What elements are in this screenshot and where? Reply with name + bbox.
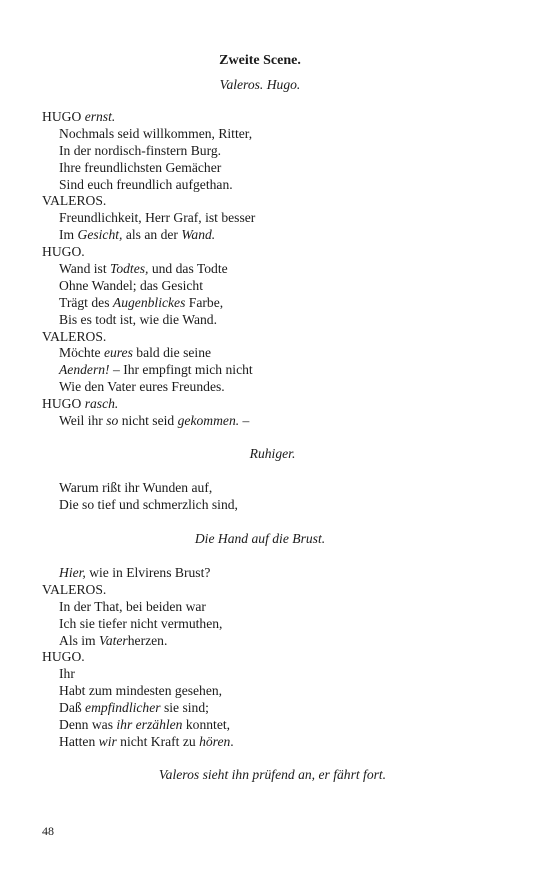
- emphasis-text: ihr erzählen: [116, 717, 183, 733]
- verse-line: [42, 126, 512, 143]
- verse-text: und das Todte: [148, 261, 228, 277]
- emphasis-text: gekommen.: [177, 413, 240, 429]
- verse-text: als an der: [122, 227, 182, 243]
- verse-text: Als im: [59, 632, 100, 648]
- verse-text: bald die seine: [132, 345, 212, 361]
- emphasis-text: wir: [98, 733, 117, 749]
- stage-direction: Valeros sieht ihn prüfend an, er fährt fort.: [158, 767, 387, 782]
- dialogue-block-1: [42, 109, 512, 430]
- verse-text: Denn was: [59, 717, 117, 733]
- stage-direction: Ruhiger.: [249, 446, 296, 461]
- dialogue-block-2: [42, 480, 512, 514]
- verse-line: [42, 362, 512, 379]
- verse-line: [42, 278, 512, 295]
- verse-line: [42, 379, 512, 396]
- verse-line: [42, 683, 512, 700]
- verse-text: – Ihr empfingt mich nicht: [109, 362, 253, 378]
- verse-line: [42, 210, 512, 227]
- speaker-name: VALEROS.: [42, 328, 107, 344]
- verse-text: .: [230, 733, 234, 749]
- verse-text: Daß: [59, 700, 86, 716]
- verse-text: –: [239, 413, 250, 429]
- speaker-line: [42, 649, 512, 666]
- verse-text: Trägt des: [59, 294, 113, 310]
- verse-line: [42, 413, 512, 430]
- verse-text: sie sind;: [160, 700, 209, 716]
- speaker-name: VALEROS.: [42, 581, 107, 597]
- verse-text: Hatten: [59, 733, 99, 749]
- verse-line: [42, 633, 512, 650]
- verse-line: [42, 565, 512, 582]
- verse-text: wie in Elvirens Brust?: [85, 565, 211, 580]
- speaker-direction: ernst.: [84, 109, 116, 124]
- emphasis-text: so: [106, 413, 119, 429]
- verse-line: [42, 599, 512, 616]
- speaker-direction: rasch.: [84, 396, 119, 412]
- verse-text: Sind euch freundlich aufgethan.: [59, 176, 233, 192]
- emphasis-text: Gesicht,: [77, 227, 123, 243]
- verse-line: [42, 177, 512, 194]
- verse-line: [42, 616, 512, 633]
- scene-title: Zweite Scene.: [219, 53, 301, 68]
- verse-line: [42, 261, 512, 278]
- verse-line: [42, 295, 512, 312]
- verse-text: Warum rißt ihr Wunden auf,: [59, 480, 213, 495]
- verse-line: [42, 143, 512, 160]
- verse-line: [42, 666, 512, 683]
- speaker-name: HUGO: [42, 109, 82, 124]
- speaker-line: [42, 329, 512, 346]
- verse-text: Habt zum mindesten gesehen,: [59, 683, 223, 699]
- emphasis-text: empfindlicher: [85, 700, 161, 716]
- verse-text: nicht Kraft zu: [116, 733, 200, 749]
- emphasis-text: Hier,: [59, 565, 86, 580]
- speaker-name: HUGO.: [42, 649, 85, 665]
- speaker-name: HUGO.: [42, 244, 85, 260]
- speaker-line: [42, 109, 512, 126]
- verse-line: [42, 480, 512, 497]
- verse-text: Wie den Vater eures Freundes.: [59, 379, 225, 395]
- speaker-name: VALEROS.: [42, 193, 107, 209]
- verse-text: Ich sie tiefer nicht vermuthen,: [59, 615, 223, 631]
- verse-text: Wand ist: [59, 261, 111, 277]
- emphasis-text: Vater: [99, 632, 128, 648]
- speaker-line: [42, 396, 512, 413]
- verse-line: [42, 227, 512, 244]
- verse-text: Ohne Wandel; das Gesicht: [59, 277, 203, 293]
- verse-text: Nochmals seid willkommen, Ritter,: [59, 125, 253, 141]
- emphasis-text: Todtes,: [110, 261, 149, 277]
- verse-line: [42, 345, 512, 362]
- page-number: 48: [42, 824, 54, 838]
- verse-line: [42, 734, 512, 751]
- speaker-name: HUGO: [42, 396, 82, 412]
- verse-text: In der nordisch-finstern Burg.: [59, 142, 222, 158]
- verse-text: herzen.: [127, 632, 168, 648]
- emphasis-text: Wand.: [181, 227, 216, 243]
- verse-line: [42, 497, 512, 514]
- verse-text: Bis es todt ist, wie die Wand.: [59, 311, 217, 327]
- verse-text: Weil ihr: [59, 413, 107, 429]
- verse-text: Ihr: [59, 666, 75, 682]
- emphasis-text: eures: [103, 345, 133, 361]
- verse-line: [42, 700, 512, 717]
- emphasis-text: Aendern!: [59, 362, 110, 378]
- speaker-line: [42, 582, 512, 599]
- verse-text: Im: [59, 227, 78, 243]
- scene-cast: Valeros. Hugo.: [219, 77, 301, 92]
- speaker-line: [42, 244, 512, 261]
- verse-text: In der That, bei beiden war: [59, 598, 206, 614]
- verse-line: [42, 160, 512, 177]
- verse-text: Ihre freundlichsten Gemächer: [59, 159, 222, 175]
- verse-text: Möchte: [59, 345, 104, 361]
- dialogue-block-3: [42, 565, 512, 751]
- verse-line: [42, 717, 512, 734]
- verse-text: Die so tief und schmerzlich sind,: [59, 496, 238, 512]
- stage-direction: Die Hand auf die Brust.: [194, 531, 326, 546]
- emphasis-text: hören: [199, 733, 231, 749]
- verse-text: konntet,: [182, 717, 231, 733]
- speaker-line: [42, 193, 512, 210]
- emphasis-text: Augenblickes: [112, 294, 186, 310]
- verse-line: [42, 312, 512, 329]
- verse-text: nicht seid: [118, 413, 178, 429]
- verse-text: Farbe,: [185, 294, 224, 310]
- verse-text: Freundlichkeit, Herr Graf, ist besser: [59, 210, 256, 226]
